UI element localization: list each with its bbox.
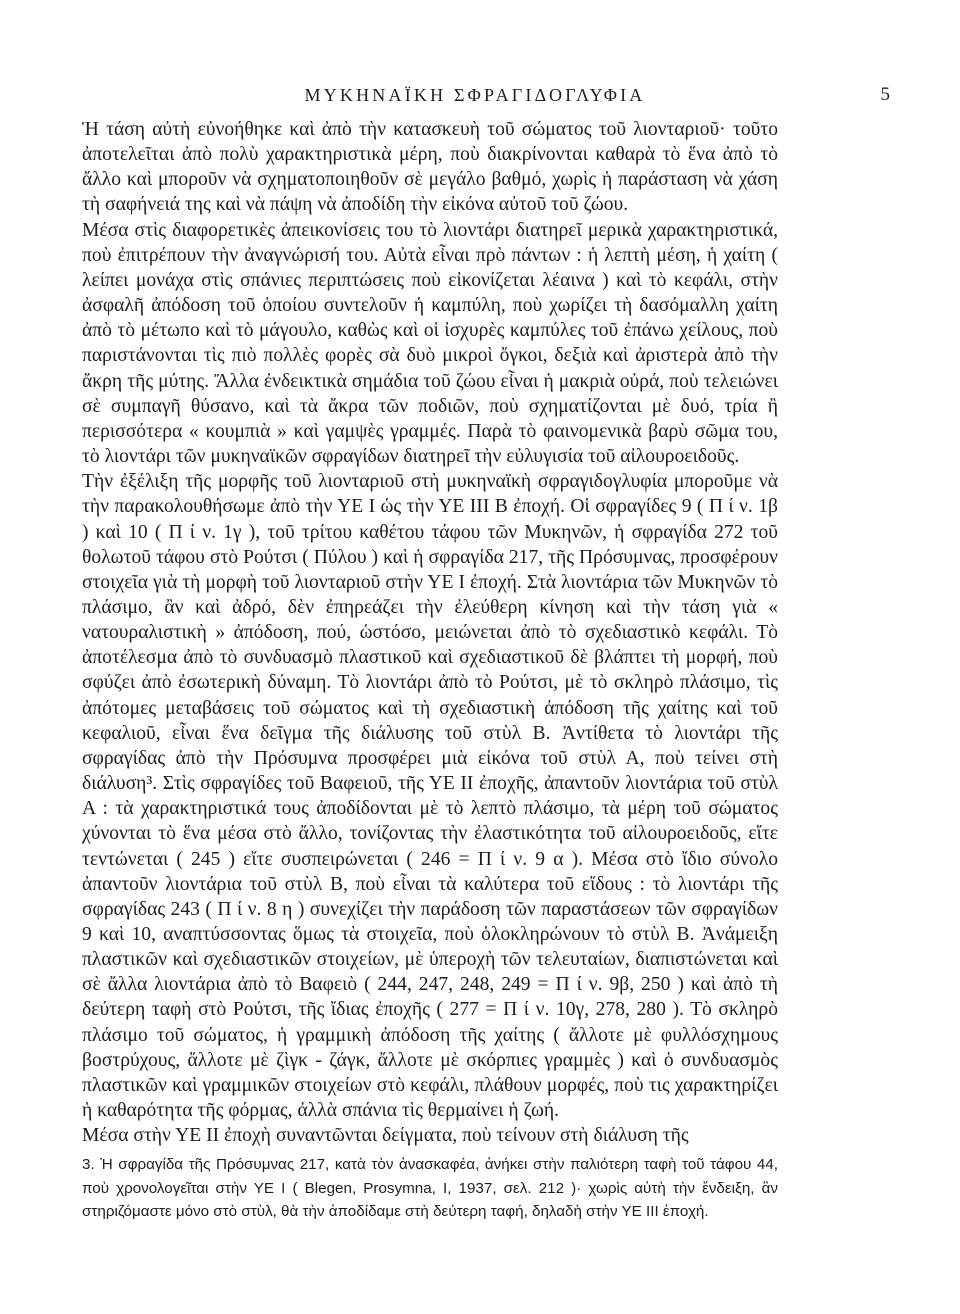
paragraph-2: Μέσα στὶς διαφορετικὲς ἀπεικονίσεις του τὸ λιοντάρι διατηρεῖ μερικὰ χαρακτηριστικά, ποὺ ἐπιτρέπουν τὴν ἀναγνώρισή του. Αὐτὰ εἶναι πρὸ πάντων : ἡ λεπτὴ μέση, ἡ χαίτη ( λείπει μονάχα στὶς σπάνιες περιπτώσεις ποὺ εἰκονίζεται λέαινα ) καὶ τὸ κεφάλι, στὴν ἀσφαλῆ ἀπόδοση τοῦ ὁποίου συντελοῦν ἡ καμπύλη, ποὺ χωρίζει τὴ δασόμαλλη χαίτη ἀπὸ τὸ μέτωπο καὶ τὸ μάγουλο, καθὼς καὶ οἱ ἰσχυρὲς καμπύλες τοῦ ἐπάνω χείλους, ποὺ παριστάνονται τὶς πιὸ πολλὲς φορὲς σὰ δυὸ μικροὶ ὄγκοι, δεξιὰ καὶ ἀριστερὰ ἀπὸ τὴν ἄκρη τῆς μύτης. Ἄλλα ἐνδεικτικὰ σημάδια τοῦ ζώου εἶναι ἡ μακριὰ οὐρά, ποὺ τελειώνει σὲ συμπαγῆ θύσανο, καὶ τὰ ἄκρα τῶν ποδιῶν, ποὺ σχηματίζονται μὲ δυό, τρία ἢ περισσότερα « κουμπιὰ » καὶ γαμψὲς γραμμές. Παρὰ τὸ φαινομενικὰ βαρὺ σῶμα του, τὸ λιοντάρι τῶν μυκηναϊκῶν σφραγίδων διατηρεῖ τὴν εὐλυγισία τοῦ αἰλουροειδοῦς. xyxy=(82,219,778,468)
paragraph-1: Ἡ τάση αὐτὴ εὐνοήθηκε καὶ ἀπὸ τὴν κατασκευὴ τοῦ σώματος τοῦ λιονταριοῦ· τοῦτο ἀποτελεῖται ἀπὸ πολὺ χαρακτηριστικὰ μέρη, ποὺ διακρίνονται καθαρὰ τὸ ἕνα ἀπὸ τὸ ἄλλο καὶ μποροῦν νὰ σχηματοποιηθοῦν σὲ μεγάλο βαθμό, χωρὶς ἡ παράσταση νὰ χάση τὴ σαφήνειά της καὶ νὰ πάψη νὰ ἀποδίδη τὴν εἰκόνα αὐτοῦ τοῦ ζώου. xyxy=(82,119,778,216)
running-title: ΜΥΚΗΝΑΪΚΗ ΣΦΡΑΓΙΔΟΓΛΥΦΙΑ xyxy=(304,85,646,105)
running-head xyxy=(80,80,890,110)
page-number: 5 xyxy=(880,84,890,105)
body-text xyxy=(82,117,778,1148)
paragraph-3: Τὴν ἐξέλιξη τῆς μορφῆς τοῦ λιονταριοῦ στὴ μυκηναϊκὴ σφραγιδογλυφία μποροῦμε νὰ τὴν παρακολουθήσωμε ἀπὸ τὴν ΥΕ Ι ὡς τὴν ΥΕ ΙΙΙ Β ἐποχή. Οἱ σφραγίδες 9 ( Π ί ν. 1β ) καὶ 10 ( Π ί ν. 1γ ), τοῦ τρίτου καθέτου τάφου τῶν Μυκηνῶν, ἡ σφραγίδα 272 τοῦ θολωτοῦ τάφου στὸ Ρούτσι ( Πύλου ) καὶ ἡ σφραγίδα 217, τῆς Πρόσυμνας, προσφέρουν στοιχεῖα γιὰ τὴ μορφὴ τοῦ λιονταριοῦ στὴν ΥΕ Ι ἐποχή. Στὰ λιοντάρια τῶν Μυκηνῶν τὸ πλάσιμο, ἂν καὶ ἀδρό, δὲν ἐπηρεάζει τὴν ἐλεύθερη κίνηση καὶ τὴν τάση γιὰ « νατουραλιστικὴ » ἀπόδοση, πού, ὡστόσο, μειώνεται ἀπὸ τὸ σχεδιαστικὸ κεφάλι. Τὸ ἀποτέλεσμα ἀπὸ τὸ συνδυασμὸ πλαστικοῦ καὶ σχεδιαστικοῦ δὲ βλάπτει τὴ μορφή, ποὺ σφύζει ἀπὸ ἐσωτερικὴ δύναμη. Τὸ λιοντάρι ἀπὸ τὸ Ρούτσι, μὲ τὸ σκληρὸ πλάσιμο, τὶς ἀπότομες μεταβάσεις τοῦ σώματος καὶ τὴ σχεδιαστικὴ ἀπόδοση τῆς χαίτης καὶ τοῦ κεφαλιοῦ, εἶναι ἕνα δεῖγμα τῆς διάλυσης τοῦ στὺλ Β. Ἀντίθετα τὸ λιοντάρι τῆς σφραγίδας ἀπὸ τὴν Πρόσυμνα προσφέρει μιὰ εἰκόνα τοῦ στὺλ Α, ποὺ τείνει στὴ διάλυση³. Στὶς σφραγίδες τοῦ Βαφειοῦ, τῆς ΥΕ ΙΙ ἐποχῆς, ἀπαντοῦν λιοντάρια τοῦ στὺλ Α : τὰ χαρακτηριστικά τους ἀποδίδονται μὲ τὸ λεπτὸ πλάσιμο, τὰ μέρη τοῦ σώματος χύνονται τὸ ἕνα μέσα στὸ ἄλλο, τονίζοντας τὴν ἐλαστικότητα τοῦ αἰλουροειδοῦς, εἴτε τεντώνεται ( 245 ) εἴτε συσπειρώνεται ( 246 = Π ί ν. 9 α ). Μέσα στὸ ἴδιο σύνολο ἀπαντοῦν λιοντάρια τοῦ στὺλ Β, ποὺ εἶναι τὰ καλύτερα τοῦ εἴδους : τὸ λιοντάρι τῆς σφραγίδας 243 ( Π ί ν. 8 η ) συνεχίζει τὴν παράδοση τῶν παραστάσεων τῶν σφραγίδων 9 καὶ 10, αναπτύσσοντας ὅμως τὰ στοιχεῖα, ποὺ ὁλοκληρώνουν τὸ στὺλ Β. Ἀνάμειξη πλαστικῶν καὶ σχεδιαστικῶν στοιχείων, μὲ ὑπεροχὴ τῶν τελευταίων, διαπιστώνεται καὶ σὲ ἄλλα λιοντάρια ἀπὸ τὸ Βαφειὸ ( 244, 247, 248, 249 = Π ί ν. 9β, 250 ) καὶ ἀπὸ τὴ δεύτερη ταφὴ στὸ Ρούτσι, τῆς ἴδιας ἐποχῆς ( 277 = Π ί ν. 10γ, 278, 280 ). Τὸ σκληρὸ πλάσιμο τοῦ σώματος, ἡ γραμμικὴ ἀπόδοση τῆς χαίτης ( ἄλλοτε μὲ φυλλόσχημους βοστρύχους, ἄλλοτε μὲ ζὶγκ - ζάγκ, ἄλλοτε μὲ σκόρπιες γραμμὲς ) καὶ ὁ συνδυασμὸς πλαστικῶν καὶ γραμμικῶν στοιχείων στὸ κεφάλι, πλάθουν μορφές, ποὺ τις χαρακτηρίζει ἡ καθαρότητα τῆς φόρμας, ἀλλὰ σπάνια τὶς θερμαίνει ἡ ζωή. xyxy=(82,471,778,1122)
footnote: 3. Ἡ σφραγίδα τῆς Πρόσυμνας 217, κατὰ τὸν ἀνασκαφέα, ἀνήκει στὴν παλιότερη ταφὴ τοῦ τάφου 44, ποὺ χρονολογεῖται στὴν ΥΕ Ι ( Blegen, Prosymna, I, 1937, σελ. 212 )· χωρὶς αὐτὴ τὴν ἔνδειξη, ἂν στηριζόμαστε μόνο στὸ στὺλ, θὰ τὴν ἀποδίδαμε στὴ δεύτερη ταφή, δηλαδὴ στὴν ΥΕ ΙΙΙ ἐποχή. xyxy=(82,1156,778,1220)
paragraph-4: Μέσα στὴν ΥΕ ΙΙ ἐποχὴ συναντῶνται δείγματα, ποὺ τείνουν στὴ διάλυση τῆς xyxy=(82,1125,689,1147)
